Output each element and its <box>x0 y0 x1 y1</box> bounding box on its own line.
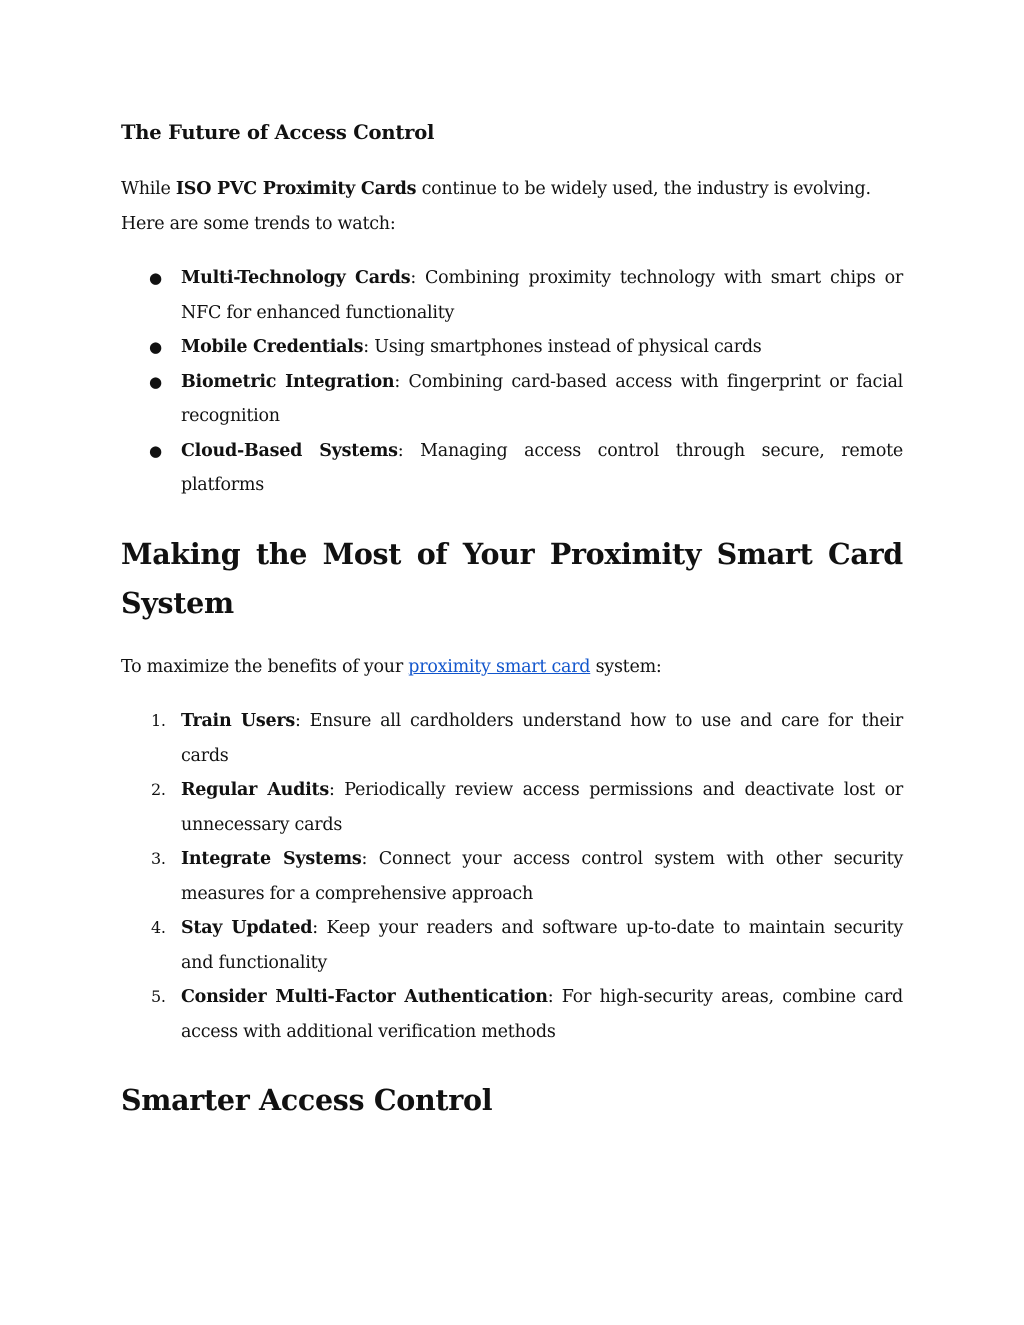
bullet-icon: ● <box>149 441 162 460</box>
step-title: Integrate Systems <box>181 849 362 869</box>
step-text: : Keep your readers and software up-to-date to maintain security and functionality <box>181 918 903 973</box>
trends-list <box>121 261 903 503</box>
bullet-icon: ● <box>149 372 162 391</box>
steps-list <box>121 704 903 1049</box>
section-heading-making-the-most <box>121 530 903 628</box>
list-item <box>121 980 903 1049</box>
trend-text: : Combining card-based access with fingerprint or facial recognition <box>181 371 903 426</box>
list-number: 4. <box>151 918 166 937</box>
trend-title: Cloud-Based Systems <box>181 440 398 461</box>
step-title: Consider Multi-Factor Authentication <box>181 987 548 1007</box>
lead-paragraph <box>121 650 903 685</box>
heading-word: Smart <box>716 537 813 571</box>
trend-text: : Combining proximity technology with smart chips or NFC for enhanced functionality <box>181 268 903 323</box>
heading-word: of <box>416 537 448 571</box>
bullet-icon: ● <box>149 338 162 356</box>
list-item <box>121 704 903 773</box>
list-item <box>121 842 903 911</box>
trend-text: : Using smartphones instead of physical cards <box>363 337 762 357</box>
intro-paragraph <box>121 172 903 241</box>
heading-line-1 <box>121 530 903 579</box>
step-title: Train Users <box>181 711 295 731</box>
bullet-icon: ● <box>149 269 162 287</box>
step-title: Regular Audits <box>181 780 329 800</box>
section-heading-future: The Future of Access Control <box>121 121 435 144</box>
list-item <box>121 911 903 980</box>
section-heading-smarter-access: Smarter Access Control <box>121 1083 493 1117</box>
list-item <box>121 261 903 330</box>
step-text: : Ensure all cardholders understand how to use and care for their cards <box>181 711 903 766</box>
proximity-smart-card-link[interactable]: proximity smart card <box>408 657 591 677</box>
list-number: 3. <box>151 849 166 868</box>
intro-suffix: continue to be widely used, the industry is evolving. Here are some trends to watch: <box>121 179 871 234</box>
heading-word: Card <box>828 537 903 571</box>
step-title: Stay Updated <box>181 918 313 938</box>
list-item <box>121 365 903 434</box>
list-item <box>121 330 903 365</box>
step-text: : For high-security areas, combine card access with additional verification methods <box>181 987 904 1042</box>
lead-prefix: To maximize the benefits of your <box>121 657 409 677</box>
list-number: 1. <box>151 711 166 730</box>
intro-prefix: While <box>121 179 176 199</box>
lead-suffix: system: <box>590 657 662 677</box>
step-text: : Connect your access control system with other security measures for a comprehensive approach <box>181 849 904 904</box>
list-number: 5. <box>151 987 166 1006</box>
heading-word: Making <box>121 537 241 571</box>
trend-title: Biometric Integration <box>181 371 395 392</box>
list-item <box>121 773 903 842</box>
trend-title: Mobile Credentials <box>181 337 364 357</box>
list-number: 2. <box>151 780 166 799</box>
heading-word: Your <box>462 537 535 571</box>
intro-bold-term: ISO PVC Proximity Cards <box>175 179 417 199</box>
heading-word: Most <box>322 537 402 571</box>
list-item <box>121 434 903 503</box>
heading-word: Proximity <box>549 537 702 571</box>
trend-title: Multi-Technology Cards <box>181 268 411 288</box>
heading-word: the <box>255 537 308 571</box>
heading-line-2: System <box>121 586 234 620</box>
step-text: : Periodically review access permissions and deactivate lost or unnecessary cards <box>181 780 903 835</box>
trend-text: : Managing access control through secure, remote platforms <box>181 440 903 495</box>
